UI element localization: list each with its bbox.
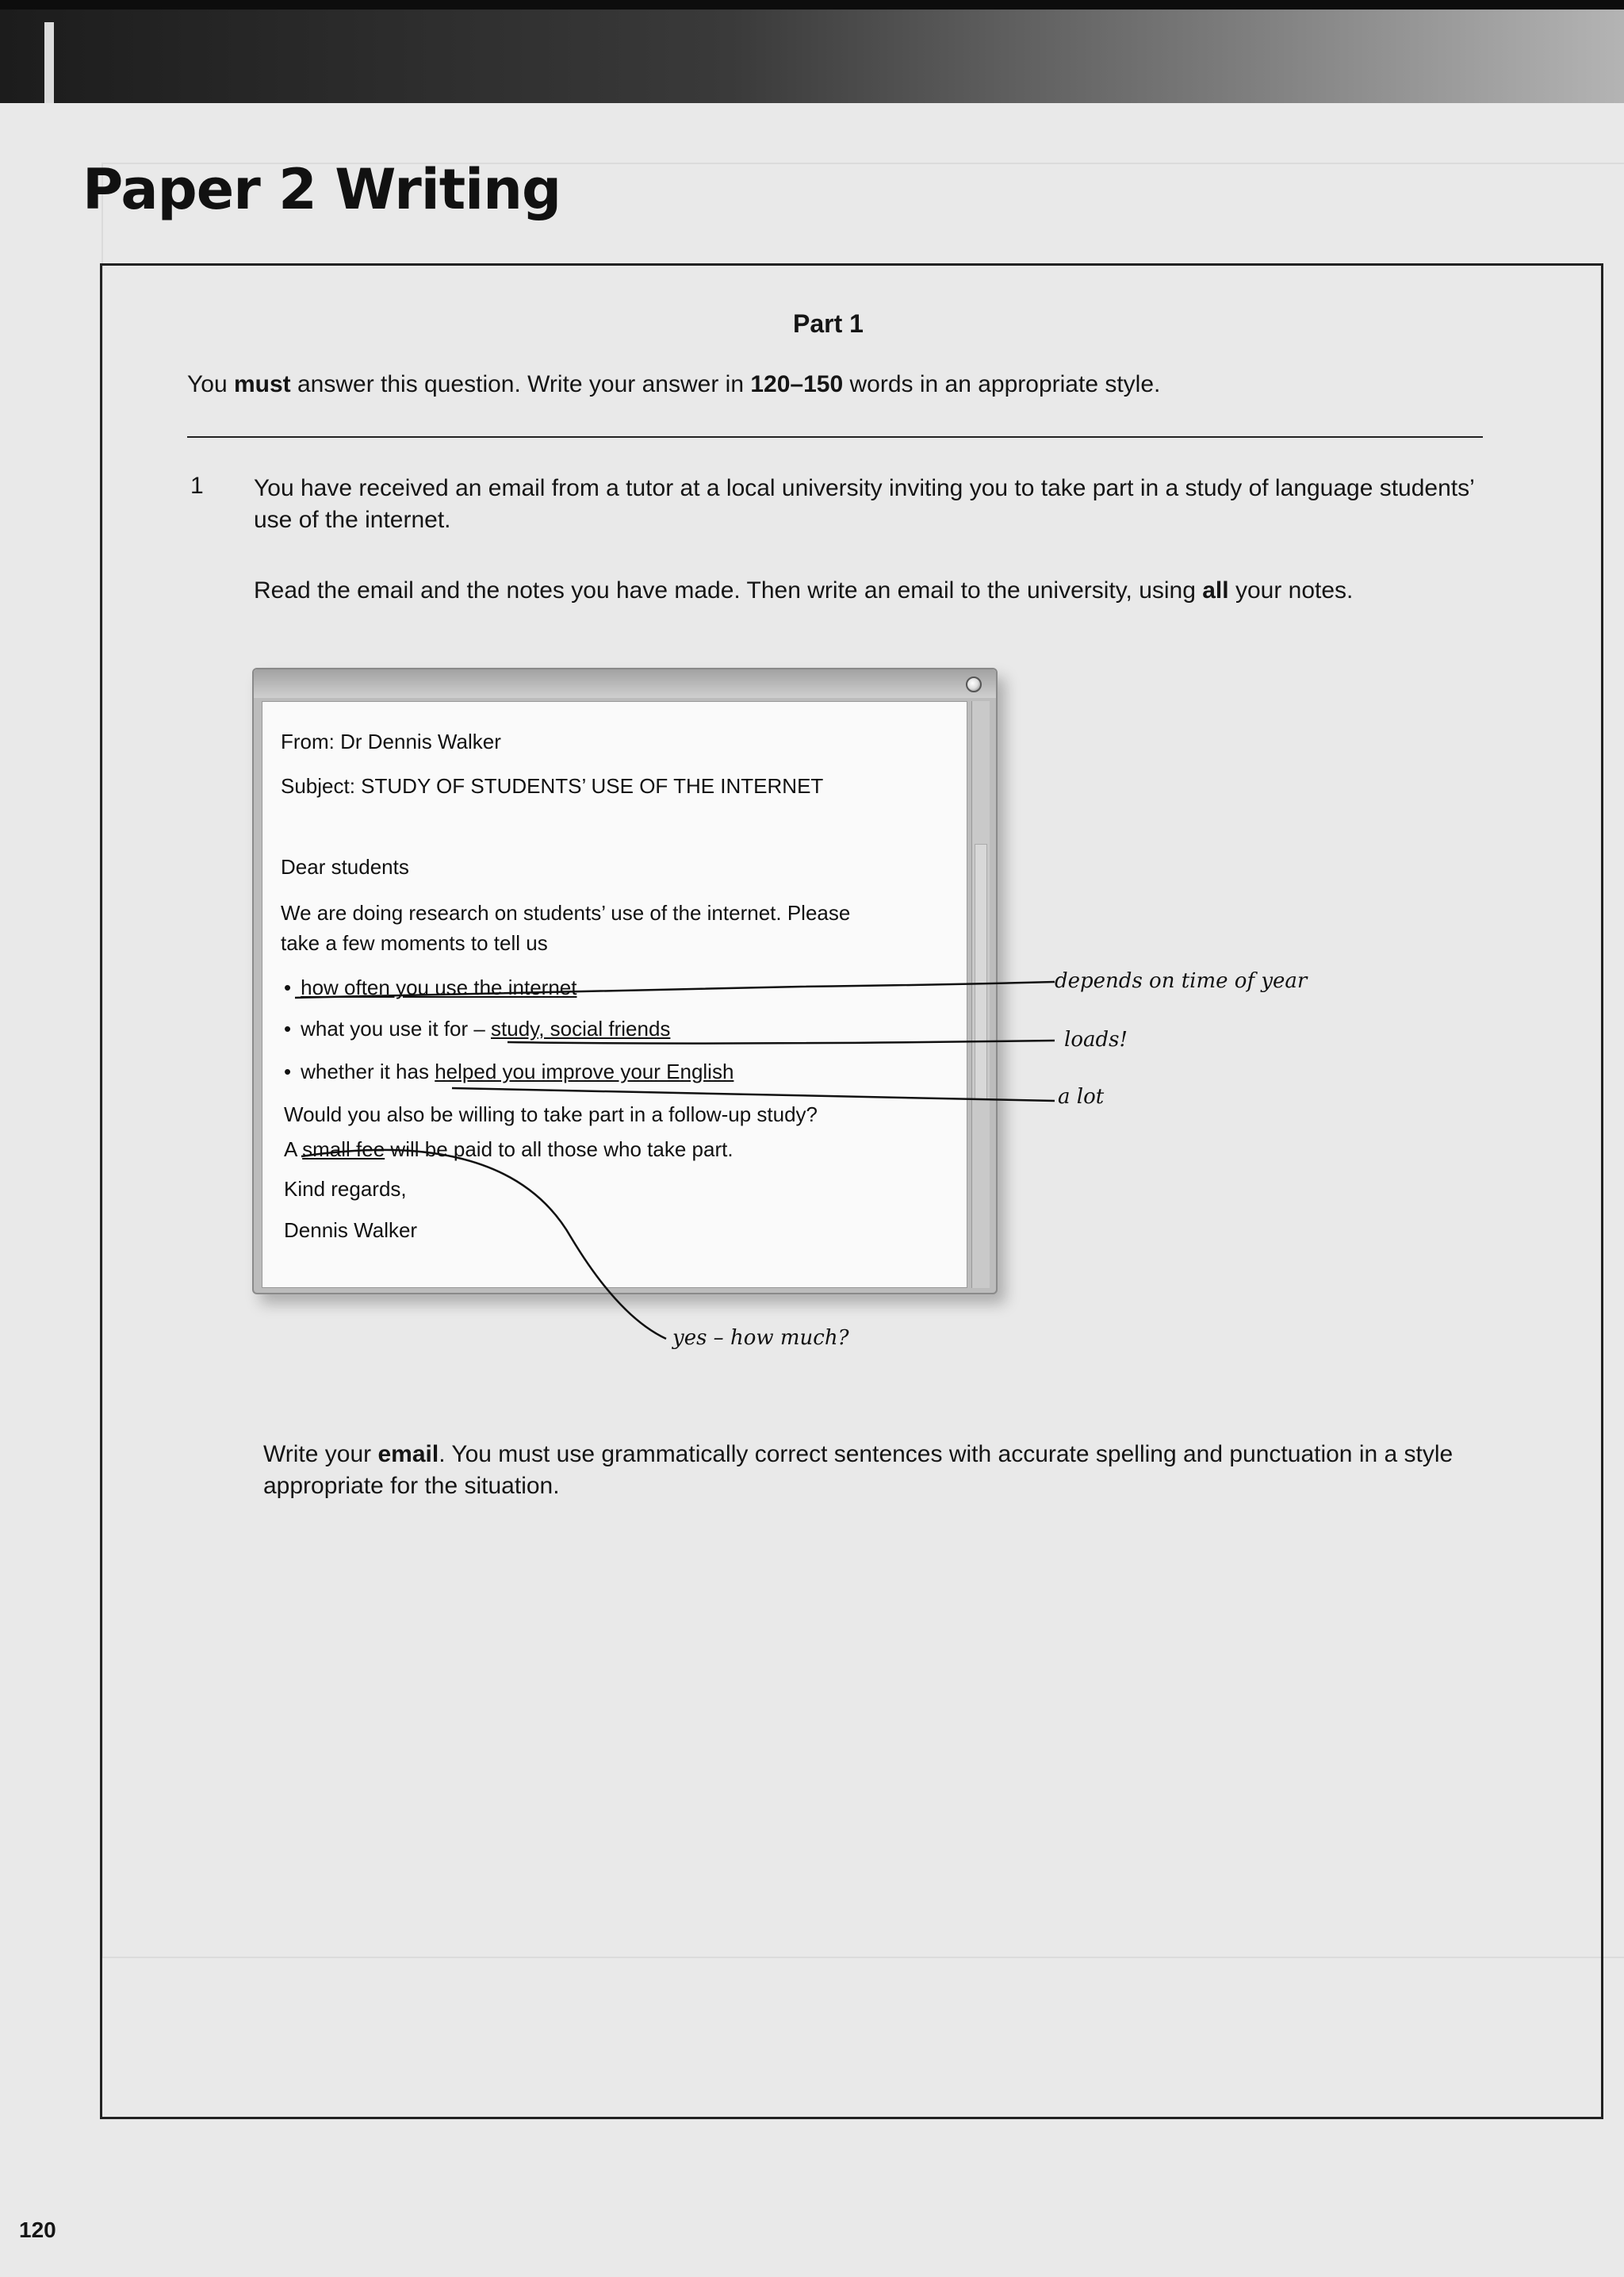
task-suffix: . You must use grammatically correct sentences with accurate spelling and punctuation in a style appropriate for the situation. (263, 1441, 1454, 1499)
question-text: You have received an email from a tutor at a local university inviting you to take part in a study of language students’ use of the internet. (254, 475, 1474, 533)
scrollbar-thumb[interactable] (975, 844, 987, 1099)
email-followup: Would you also be willing to take part in a follow-up study? (284, 1102, 818, 1126)
header-edge (0, 0, 1624, 10)
read-prefix: Read the email and the notes you have made. Then write an email to the university, using (254, 577, 1203, 604)
bullet-1-text: how often you use the internet (301, 976, 577, 999)
read-all: all (1202, 577, 1229, 604)
email-signoff: Kind regards, (284, 1177, 407, 1201)
bullet-3-underlined: helped you improve your English (435, 1060, 734, 1083)
instruction-prefix: You (187, 371, 234, 397)
fee-prefix: A (284, 1137, 303, 1161)
header-band (0, 0, 1624, 103)
window-close-icon[interactable] (966, 677, 982, 692)
handwritten-note-3: a lot (1058, 1085, 1105, 1109)
instruction-must: must (233, 371, 291, 397)
email-greeting: Dear students (281, 855, 409, 879)
fee-underlined: small fee (302, 1137, 385, 1161)
email-bullet-3 (284, 1060, 733, 1084)
task-write-instruction (263, 1439, 1500, 1502)
read-suffix: your notes. (1228, 577, 1354, 604)
page-number: 120 (19, 2218, 56, 2242)
instruction-mid: answer this question. Write your answer in (290, 371, 751, 397)
email-from: From: Dr Dennis Walker (281, 730, 501, 753)
instruction-suffix: words in an appropriate style. (843, 371, 1161, 397)
bullet-3-prefix: whether it has (301, 1060, 435, 1083)
fee-suffix: will be paid to all those who take part. (385, 1137, 733, 1161)
bullet-2-prefix: what you use it for – (301, 1017, 492, 1041)
divider-rule (187, 436, 1483, 438)
email-intro-line-2: take a few moments to tell us (281, 931, 548, 955)
handwritten-note-1: depends on time of year (1055, 969, 1308, 993)
header-bar (44, 22, 54, 103)
handwritten-note-2: loads! (1064, 1028, 1128, 1052)
page-title: Paper 2 Writing (82, 157, 561, 222)
bullet-2-underlined: study, social friends (491, 1017, 671, 1041)
email-bullet-1 (284, 976, 576, 1000)
part-instruction (187, 371, 1160, 398)
task-email-word: email (377, 1441, 439, 1467)
email-scrollbar[interactable] (971, 701, 990, 1288)
email-signature: Dennis Walker (284, 1218, 418, 1242)
task-prefix: Write your (263, 1441, 378, 1467)
email-subject: Subject: STUDY OF STUDENTS’ USE OF THE INTERNET (281, 774, 824, 798)
handwritten-note-4: yes – how much? (672, 1326, 849, 1350)
part-title: Part 1 (793, 309, 864, 338)
window-titlebar (254, 669, 996, 698)
email-fee-line (284, 1137, 733, 1162)
instruction-words: 120–150 (750, 371, 844, 397)
email-intro-line-1: We are doing research on students’ use of the internet. Please (281, 901, 851, 925)
question-number: 1 (190, 473, 204, 499)
email-bullet-2 (284, 1017, 670, 1041)
question-read-instruction (254, 577, 1353, 604)
